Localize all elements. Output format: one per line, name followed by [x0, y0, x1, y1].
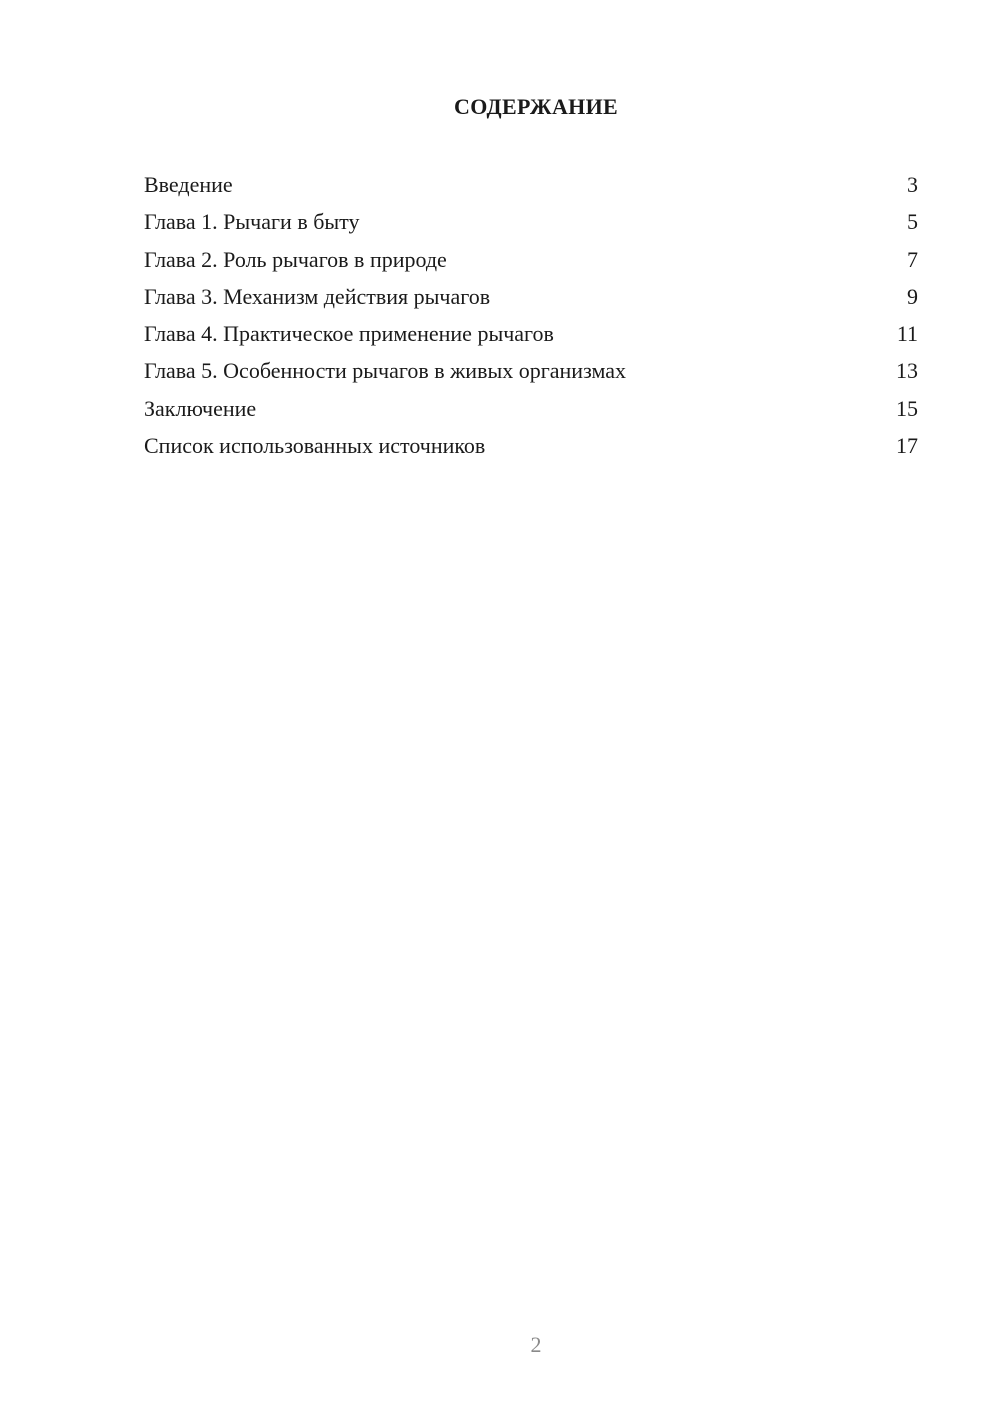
toc-entry-title: Глава 4. Практическое применение рычагов	[144, 321, 554, 347]
toc-entry-title: Глава 2. Роль рычагов в природе	[144, 246, 447, 272]
toc-entry	[144, 166, 918, 203]
page-number: 2	[530, 1332, 542, 1357]
toc-entry-title: Введение	[144, 172, 233, 197]
toc-entry-page: 3	[907, 172, 918, 197]
toc-entry	[144, 203, 918, 240]
toc-entry-title: Глава 1. Рычаги в быту	[144, 209, 360, 235]
toc-entry	[144, 390, 918, 427]
toc-entry-page: 11	[896, 321, 918, 347]
toc-entry-title: Глава 3. Механизм действия рычагов	[144, 283, 491, 309]
toc-entry-page: 15	[896, 395, 918, 421]
toc-entry	[144, 352, 918, 389]
toc-entry-page: 5	[907, 209, 918, 235]
toc-entry	[144, 315, 918, 352]
toc-entry-page: 13	[896, 358, 918, 384]
contents-heading: СОДЕРЖАНИЕ	[454, 94, 618, 119]
table-of-contents	[144, 166, 918, 464]
toc-entry	[144, 241, 918, 278]
toc-entry-title: Заключение	[144, 395, 257, 421]
toc-entry-title: Список использованных источников	[144, 433, 486, 459]
toc-entry-page: 7	[907, 246, 918, 272]
toc-entry	[144, 427, 918, 464]
toc-entry-page: 17	[896, 433, 918, 459]
toc-entry	[144, 278, 918, 315]
toc-entry-page: 9	[907, 283, 918, 309]
toc-entry-title: Глава 5. Особенности рычагов в живых организмах	[144, 358, 626, 384]
